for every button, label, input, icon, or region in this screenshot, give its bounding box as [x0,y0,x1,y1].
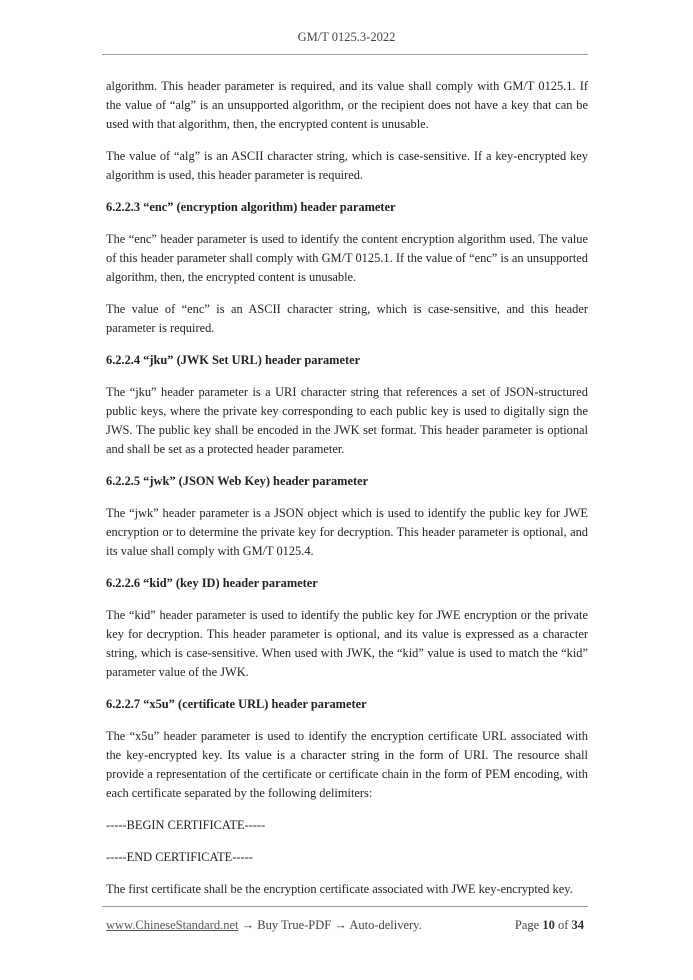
paragraph: The “enc” header parameter is used to identify the content encryption algorithm used. The value of this header parameter shall comply with GM/T 0125.1. If the value of “enc” is an unsupported algorithm, then, the encrypted content is unusable. [106,232,588,284]
section-heading-jwk: 6.2.2.5 “jwk” (JSON Web Key) header parameter [106,474,369,488]
end-certificate-delimiter: -----END CERTIFICATE----- [106,850,253,864]
footer-promo [106,918,422,933]
buy-pdf-text: Buy True-PDF [257,918,332,932]
paragraph: The value of “enc” is an ASCII character string, which is case-sensitive, and this header parameter is required. [106,302,588,335]
paragraph: The value of “alg” is an ASCII character string, which is case-sensitive. If a key-encrypted key algorithm is used, this header parameter is required. [106,149,588,182]
paragraph: algorithm. This header parameter is required, and its value shall comply with GM/T 0125.1. If the value of “alg” is an unsupported algorithm, or the recipient does not have a key that can be used with that algorithm, then, the encrypted content is unusable. [106,79,588,131]
page-total: 34 [571,918,584,932]
page-indicator [515,918,584,933]
arrow-right-icon: → [241,918,255,932]
paragraph: The “jwk” header parameter is a JSON object which is used to identify the public key for JWE encryption or to determine the private key for decryption. This header parameter is optional, and its value shall comply with GM/T 0125.4. [106,506,588,558]
auto-delivery-text: Auto-delivery. [349,918,422,932]
arrow-right-icon: → [334,918,347,932]
section-heading-jku: 6.2.2.4 “jku” (JWK Set URL) header parameter [106,353,361,367]
section-heading-kid: 6.2.2.6 “kid” (key ID) header parameter [106,576,318,590]
of-label: of [557,918,569,932]
page-label: Page [514,918,540,932]
paragraph: The “kid” header parameter is used to identify the public key for JWE encryption or the private key for decryption. This header parameter is optional, and its value is expressed as a character string, which is case-sensitive. When used with JWK, the “kid” value is used to match the “kid” parameter value of the JWK. [106,608,588,679]
document-body [106,77,588,912]
header-divider [102,54,588,55]
section-heading-x5u: 6.2.2.7 “x5u” (certificate URL) header parameter [106,697,367,711]
footer-divider [102,906,588,907]
paragraph: The “x5u” header parameter is used to identify the encryption certificate URL associated with the key-encrypted key. Its value is a character string in the form of URI. The resource shall provide a representation of the certificate or certificate chain in the form of PEM encoding, with each certificate separated by the following delimiters: [106,729,588,800]
section-heading-enc: 6.2.2.3 “enc” (encryption algorithm) header parameter [106,200,396,214]
begin-certificate-delimiter: -----BEGIN CERTIFICATE----- [106,818,266,832]
paragraph: The first certificate shall be the encryption certificate associated with JWE key-encrypted key. [106,882,573,896]
website-link[interactable]: www.ChineseStandard.net [106,918,239,932]
document-id-header: GM/T 0125.3-2022 [297,30,396,44]
page-footer [106,918,584,933]
page-number: 10 [542,918,555,932]
paragraph: The “jku” header parameter is a URI character string that references a set of JSON-structured public keys, where the private key corresponding to each public key is used to digitally sign the JWS. The public key shall be encoded in the JWK set format. This header parameter is optional and shall be set as a protected header parameter. [106,385,588,456]
